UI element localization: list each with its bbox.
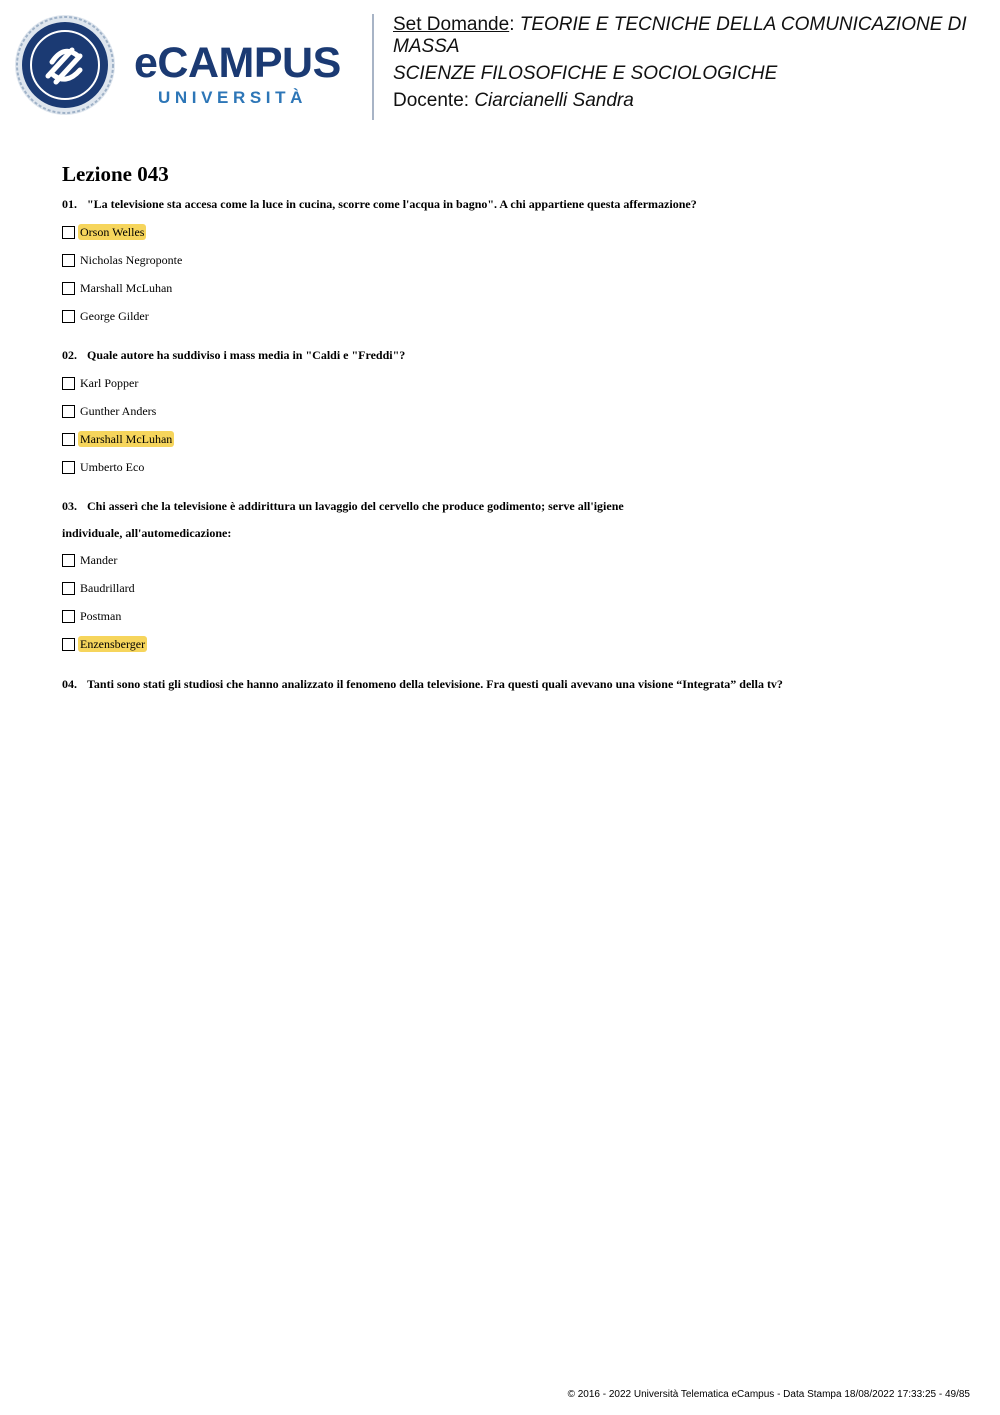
- checkbox[interactable]: [62, 554, 75, 567]
- option-label: Gunther Anders: [80, 404, 157, 418]
- teacher-name: Ciarcianelli Sandra: [474, 90, 634, 111]
- question-3: [62, 499, 624, 514]
- option-row[interactable]: [62, 403, 158, 419]
- question-4: [62, 677, 783, 692]
- checkbox[interactable]: [62, 610, 75, 623]
- option-label: Marshall McLuhan: [80, 281, 173, 295]
- option-label: Orson Welles: [80, 225, 145, 239]
- option-row[interactable]: [62, 280, 174, 296]
- teacher-line: [393, 90, 988, 112]
- checkbox[interactable]: [62, 377, 75, 390]
- option-label: Postman: [80, 609, 122, 623]
- lesson-title: Lezione 043: [62, 162, 169, 186]
- option-row[interactable]: [62, 608, 123, 624]
- question-number: 01.: [62, 197, 77, 211]
- question-1: [62, 197, 697, 212]
- brand-subtitle: UNIVERSITÀ: [158, 88, 307, 107]
- question-number: 03.: [62, 499, 77, 513]
- option-row[interactable]: [62, 459, 146, 475]
- option-row[interactable]: [62, 636, 147, 652]
- set-separator: :: [509, 14, 520, 35]
- header-divider: [372, 14, 374, 120]
- checkbox[interactable]: [62, 582, 75, 595]
- checkbox[interactable]: [62, 461, 75, 474]
- checkbox[interactable]: [62, 310, 75, 323]
- question-2: [62, 348, 405, 363]
- ecampus-seal-logo: [14, 14, 116, 116]
- brand-name: eCAMPUS: [134, 39, 341, 87]
- checkbox[interactable]: [62, 226, 75, 239]
- option-label: Mander: [80, 553, 118, 567]
- checkbox[interactable]: [62, 282, 75, 295]
- option-row[interactable]: [62, 580, 137, 596]
- option-row[interactable]: [62, 431, 174, 447]
- option-row[interactable]: [62, 552, 119, 568]
- header-info: [393, 14, 988, 112]
- question-3-continuation: individuale, all'automedicazione:: [62, 526, 232, 540]
- checkbox[interactable]: [62, 433, 75, 446]
- faculty-name: SCIENZE FILOSOFICHE E SOCIOLOGICHE: [393, 63, 778, 84]
- course-line: [393, 14, 988, 58]
- question-number: 02.: [62, 348, 77, 362]
- faculty-line: [393, 63, 988, 85]
- option-row[interactable]: [62, 308, 151, 324]
- page-footer: © 2016 - 2022 Università Telematica eCampus - Data Stampa 18/08/2022 17:33:25 - 49/85: [567, 1389, 970, 1400]
- checkbox[interactable]: [62, 405, 75, 418]
- question-text: "La televisione sta accesa come la luce in cucina, scorre come l'acqua in bagno". A chi appartiene questa affermazione?: [87, 197, 697, 211]
- option-label: Karl Popper: [80, 376, 139, 390]
- question-number: 04.: [62, 677, 77, 691]
- option-label: Marshall McLuhan: [80, 432, 173, 446]
- question-text: Quale autore ha suddiviso i mass media in "Caldi e "Freddi"?: [87, 348, 406, 362]
- page-header: [0, 0, 1000, 135]
- question-text: Chi asserì che la televisione è addirittura un lavaggio del cervello che produce godimento; serve all'igiene: [87, 499, 624, 513]
- option-label: Enzensberger: [80, 637, 146, 651]
- ecampus-wordmark: [134, 40, 356, 112]
- teacher-label: Docente:: [393, 90, 475, 111]
- option-row[interactable]: [62, 224, 146, 240]
- option-label: George Gilder: [80, 309, 149, 323]
- option-row[interactable]: [62, 375, 140, 391]
- set-label: Set Domande: [393, 14, 510, 35]
- checkbox[interactable]: [62, 254, 75, 267]
- checkbox[interactable]: [62, 638, 75, 651]
- question-text: Tanti sono stati gli studiosi che hanno analizzato il fenomeno della televisione. Fra questi quali avevano una visione “Integrata” della tv?: [87, 677, 783, 691]
- option-label: Nicholas Negroponte: [80, 253, 183, 267]
- option-row[interactable]: [62, 252, 184, 268]
- option-label: Baudrillard: [80, 581, 135, 595]
- option-label: Umberto Eco: [80, 460, 145, 474]
- course-title: TEORIE E TECNICHE DELLA COMUNICAZIONE DI MASSA: [393, 14, 967, 57]
